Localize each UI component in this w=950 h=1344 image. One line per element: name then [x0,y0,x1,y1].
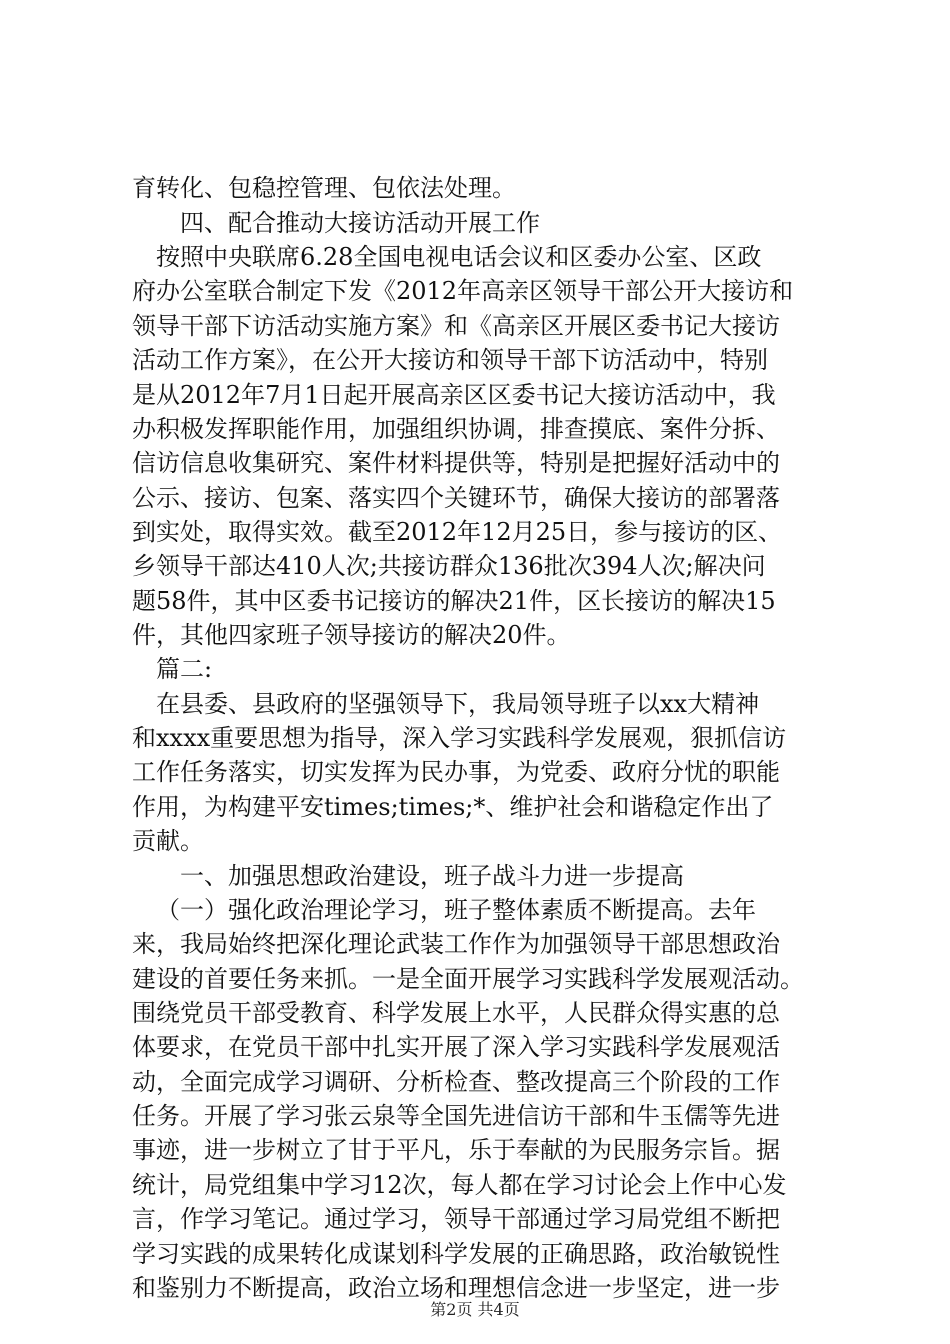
text-line: 言，作学习笔记。通过学习，领导干部通过学习局党组不断把 [132,1205,780,1233]
text-line: 件，其他四家班子领导接访的解决20件。 [132,621,571,649]
text-line: 是从2012年7月1日起开展高亲区区委书记大接访活动中，我 [132,381,776,409]
text-line: 领导干部下访活动实施方案》和《高亲区开展区委书记大接访 [132,312,780,340]
section-heading: 四、配合推动大接访活动开展工作 [180,209,540,237]
text-line: 乡领导干部达410人次;共接访群众136批次394人次;解决问 [132,552,766,580]
text-line: 体要求，在党员干部中扎实开展了深入学习实践科学发展观活 [132,1033,780,1061]
section-heading: 篇二: [156,655,213,683]
text-line: 按照中央联席6.28全国电视电话会议和区委办公室、区政 [156,243,762,271]
page-number-footer: 第2页 共4页 [430,1300,520,1319]
text-line: 活动工作方案》，在公开大接访和领导干部下访活动中，特别 [132,346,768,374]
text-line: 题58件，其中区委书记接访的解决21件，区长接访的解决15 [132,587,776,615]
text-line: 办积极发挥职能作用，加强组织协调，排查摸底、案件分拆、 [132,415,780,443]
text-line: 公示、接访、包案、落实四个关键环节，确保大接访的部署落 [132,484,780,512]
text-line: 到实处，取得实效。截至2012年12月25日，参与接访的区、 [132,518,783,546]
text-line: 育转化、包稳控管理、包依法处理。 [132,174,516,202]
text-line: 学习实践的成果转化成谋划科学发展的正确思路，政治敏锐性 [132,1240,780,1268]
text-line: 建设的首要任务来抓。一是全面开展学习实践科学发展观活动。 [132,965,804,993]
text-line: 来，我局始终把深化理论武装工作作为加强领导干部思想政治 [132,930,780,958]
text-line: 围绕党员干部受教育、科学发展上水平，人民群众得实惠的总 [132,999,780,1027]
text-line: 任务。开展了学习张云泉等全国先进信访干部和牛玉儒等先进 [132,1102,780,1130]
text-line: 动，全面完成学习调研、分析检查、整改提高三个阶段的工作 [132,1068,780,1096]
text-line: 工作任务落实，切实发挥为民办事，为党委、政府分忧的职能 [132,758,780,786]
text-line: 信访信息收集研究、案件材料提供等，特别是把握好活动中的 [132,449,780,477]
text-line: 在县委、县政府的坚强领导下，我局领导班子以xx大精神 [156,690,760,718]
text-line: 统计，局党组集中学习12次，每人都在学习讨论会上作中心发 [132,1171,787,1199]
text-line: 府办公室联合制定下发《2012年高亲区领导干部公开大接访和 [132,277,794,305]
text-line: 和xxxx重要思想为指导，深入学习实践科学发展观，狠抓信访 [132,724,787,752]
text-line: （一）强化政治理论学习，班子整体素质不断提高。去年 [156,896,756,924]
text-line: 事迹，进一步树立了甘于平凡，乐于奉献的为民服务宗旨。据 [132,1136,780,1164]
text-line: 和鉴别力不断提高，政治立场和理想信念进一步坚定，进一步 [132,1274,780,1302]
section-heading: 一、加强思想政治建设，班子战斗力进一步提高 [180,862,684,890]
text-line: 作用，为构建平安times;times;*、维护社会和谐稳定作出了 [132,793,774,821]
text-line: 贡献。 [132,827,204,855]
